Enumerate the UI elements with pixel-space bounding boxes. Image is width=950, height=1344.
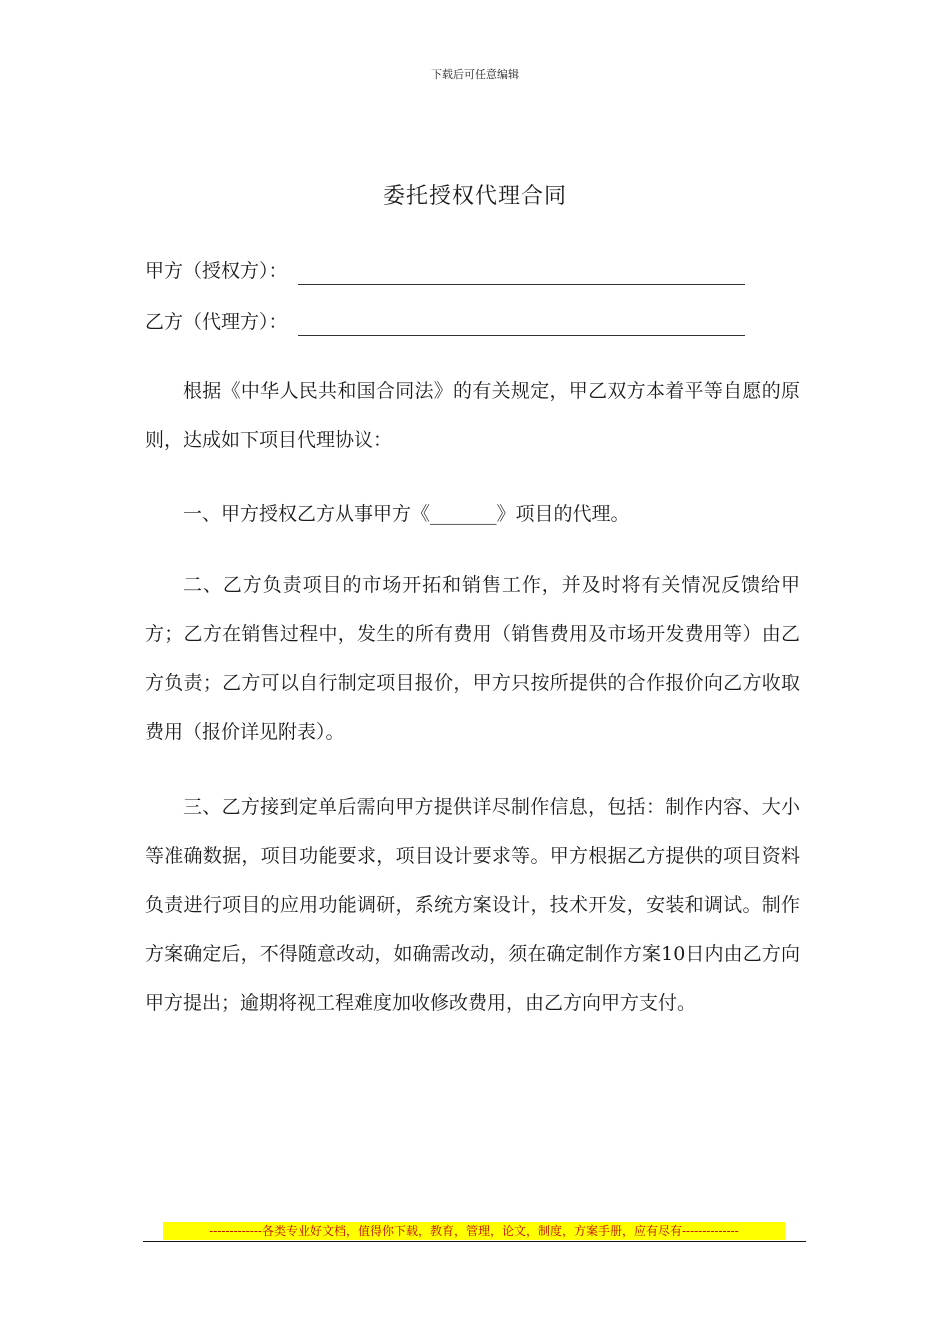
party-b-line (145, 308, 745, 336)
footer-rule (143, 1241, 806, 1242)
document-title: 委托授权代理合同 (382, 184, 567, 209)
paragraph-preamble: 根据《中华人民共和国合同法》的有关规定，甲乙双方本着平等自愿的原则，达成如下项目代理协议： (145, 380, 800, 451)
party-b-label: 乙方（代理方）： (145, 311, 288, 333)
party-a-label: 甲方（授权方）： (145, 260, 288, 282)
party-a-blank (298, 262, 745, 285)
paragraph-clause-1: 一、甲方授权乙方从事甲方《_______》项目的代理。 (183, 503, 630, 525)
header-note: 下载后可任意编辑 (431, 68, 519, 81)
party-a-line (145, 257, 745, 285)
party-b-blank (298, 313, 745, 336)
paragraph-clause-2: 二、乙方负责项目的市场开拓和销售工作，并及时将有关情况反馈给甲方；乙方在销售过程中，发生的所有费用（销售费用及市场开发费用等）由乙方负责；乙方可以自行制定项目报价，甲方只按所提供的合作报价向乙方收取费用（报价详见附表）。 (145, 574, 800, 743)
paragraph-clause-3: 三、乙方接到定单后需向甲方提供详尽制作信息，包括：制作内容、大小等准确数据，项目功能要求，项目设计要求等。甲方根据乙方提供的项目资料负责进行项目的应用功能调研，系统方案设计，技术开发，安装和调试。制作方案确定后，不得随意改动，如确需改动，须在确定制作方案10日内由乙方向甲方提出；逾期将视工程难度加收修改费用，由乙方向甲方支付。 (145, 796, 800, 1014)
footer-banner: -------------各类专业好文档，值得你下载，教育，管理，论文，制度，方案手册，应有尽有-------------- (163, 1222, 785, 1240)
